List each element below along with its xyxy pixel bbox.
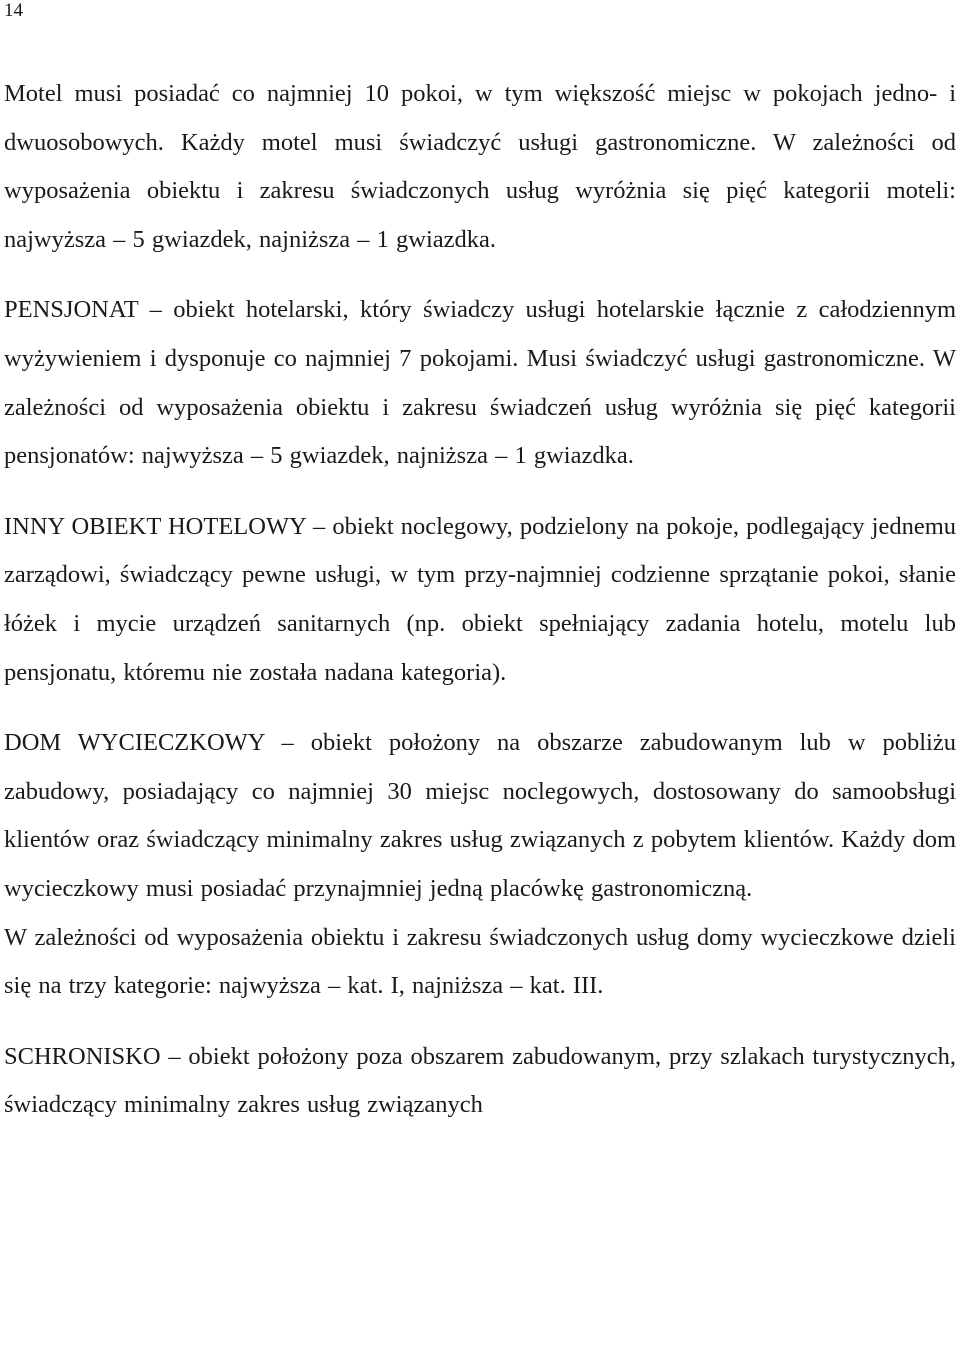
page-number: 14	[4, 0, 23, 21]
paragraph-schronisko: SCHRONISKO – obiekt położony poza obszarem zabudowanym, przy szlakach turystycznych, świadczący minimalny zakres usług związanych	[4, 1042, 956, 1119]
document-body	[4, 70, 956, 1130]
paragraph-dom-wycieczkowy-kategorie: W zależności od wyposażenia obiektu i zakresu świadczonych usług domy wycieczkowe dzieli się na trzy kategorie: najwyższa – kat. I, najniższa – kat. III.	[4, 923, 956, 1000]
paragraph-motel: Motel musi posiadać co najmniej 10 pokoi, w tym większość miejsc w pokojach jedno- i dwuosobowych. Każdy motel musi świadczyć usługi gastronomiczne. W zależności od wyposażenia obiektu i zakresu świadczonych usług wyróżnia się pięć kategorii moteli: najwyższa – 5 gwiazdek, najniższa – 1 gwiazdka.	[4, 80, 956, 253]
paragraph-dom-wycieczkowy: DOM WYCIECZKOWY – obiekt położony na obszarze zabudowanym lub w pobliżu zabudowy, posiadający co najmniej 30 miejsc noclegowych, dostosowany do samoobsługi klientów oraz świadczący minimalny zakres usług związanych z pobytem klientów. Każdy dom wycieczkowy musi posiadać przynajmniej jedną placówkę gastronomiczną.	[4, 729, 956, 902]
paragraph-inny-obiekt-hotelowy: INNY OBIEKT HOTELOWY – obiekt noclegowy, podzielony na pokoje, podlegający jednemu zarządowi, świadczący pewne usługi, w tym przy-najmniej codzienne sprzątanie pokoi, słanie łóżek i mycie urządzeń sanitarnych (np. obiekt spełniający zadania hotelu, motelu lub pensjonatu, któremu nie została nadana kategoria).	[4, 512, 956, 686]
paragraph-pensjonat: PENSJONAT – obiekt hotelarski, który świadczy usługi hotelarskie łącznie z całodziennym wyżywieniem i dysponuje co najmniej 7 pokojami. Musi świadczyć usługi gastronomiczne. W zależności od wyposażenia obiektu i zakresu świadczeń usług wyróżnia się pięć kategorii pensjonatów: najwyższa – 5 gwiazdek, najniższa – 1 gwiazdka.	[4, 296, 956, 470]
